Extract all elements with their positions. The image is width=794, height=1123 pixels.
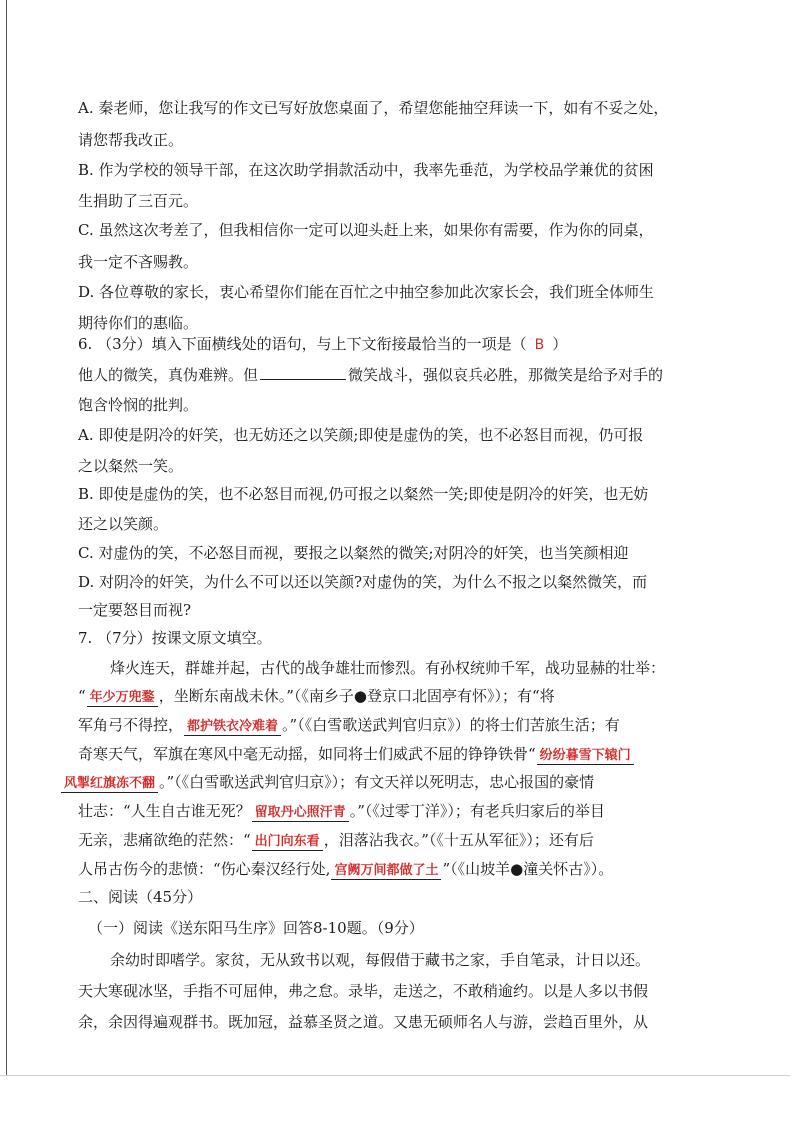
q7-answer-2: 都护铁衣冷难着 [184,719,281,736]
q6-option-b-line2: 还之以笑颜。 [78,515,169,533]
q7-answer-3b: 风掣红旗冻不翻 [61,776,158,793]
passage-line1: 余幼时即嗜学。家贫，无从致书以观，每假借于藏书之家，手自笔录，计日以还。 [110,951,651,969]
q7-line4 [78,744,635,765]
q7-answer-6: 宫阙万间都做了土 [331,863,441,880]
q7-line7 [78,830,594,851]
q7-answer-3a: 纷纷暮雪下辕门 [537,748,634,765]
q7-line7-rest: ，泪落沾我衣。”（《十五从军征》）；还有后 [323,831,594,849]
q6-text-line2: 饱含怜悯的批判。 [78,396,199,414]
q6-stem [78,334,567,355]
q6-option-d-line2: 一定要怒目而视? [78,601,192,619]
q5-option-b-line2: 生捐助了三百元。 [78,192,199,210]
q7-line1: 烽火连天，群雄并起，古代的战争雄壮而惨烈。有孙权统帅千军，战功显赫的壮举： [110,659,666,677]
passage-line2: 天大寒砚冰坚，手指不可屈伸，弗之怠。录毕，走送之，不敢稍逾约。以是人多以书假 [78,982,649,1000]
q7-line6-rest: 。”（《过零丁洋》）；有老兵归家后的举目 [349,802,605,820]
page-bottom-border [0,1075,790,1076]
q7-line8 [78,859,613,880]
q5-option-a-line1: A. 秦老师，您让我写的作文已写好放您桌面了，希望您能抽空拜读一下，如有不妥之处， [78,99,669,117]
q6-option-a-line1: A. 即使是阴冷的奸笑，也无妨还之以笑颜;即使是虚伪的笑，也不必怒目而视，仍可报 [78,426,644,444]
q7-line3-start: 军角弓不得控， [78,716,184,734]
q7-line8-rest: ”（《山坡羊●潼关怀古》）。 [442,860,614,878]
q7-line8-start: 人吊古伤今的悲愤：“伤心秦汉经行处, [78,860,331,878]
q5-option-d-line2: 期待你们的惠临。 [78,314,199,332]
q7-answer-5: 出门向东看 [252,834,323,851]
q7-line3-rest: 。”（《白雪歌送武判官归京》）的将士们苦旅生活；有 [282,716,620,734]
q6-option-d-line1: D. 对阴冷的奸笑，为什么不可以还以笑颜?对虚伪的笑，为什么不报之以粲然微笑，而 [78,573,648,591]
q7-line4-start: 奇寒天气，军旗在寒风中毫无动摇，如同将士们威武不屈的铮铮铁骨“ [78,745,536,763]
q7-line5-rest: 。”（《白雪歌送武判官归京》）；有文天祥以死明志，忠心报国的豪情 [159,773,595,791]
q7-line2 [78,686,555,707]
q7-line2-open: “ [78,687,86,705]
q5-option-c-line1: C. 虽然这次考差了，但我相信你一定可以迎头赶上来，如果你有需要，作为你的同桌， [78,221,654,239]
q6-text-1a: 他人的微笑，真伪难辨。但 [78,366,259,384]
q7-line6-start: 壮志：“人生自古谁无死？ [78,802,251,820]
q7-stem: 7. （7分）按课文原文填空。 [78,629,272,647]
q6-text-line1 [78,365,663,385]
q6-fill-blank [260,365,346,380]
q5-option-d-line1: D. 各位尊敬的家长，衷心希望你们能在百忙之中抽空参加此次家长会，我们班全体师生 [78,283,655,301]
q7-answer-4: 留取丹心照汗青 [252,805,349,822]
passage-line3: 余，余因得遍观群书。既加冠，益慕圣贤之道。又患无硕师名人与游，尝趋百里外，从 [78,1013,649,1031]
q6-option-c-line1: C. 对虚伪的笑，不必怒目而视，要报之以粲然的微笑;对阴冷的奸笑，也当笑颜相迎 [78,544,629,562]
q6-option-a-line2: 之以粲然一笑。 [78,457,184,475]
q7-line3 [78,715,620,736]
q7-line6 [78,801,605,822]
section-reading-title: 二、阅读（45分） [78,888,203,906]
section-reading-subtitle: （一）阅读《送东阳马生序》回答8-10题。（9分） [88,919,424,937]
q7-line2-rest: ，坐断东南战未休。”（《南乡子●登京口北固亭有怀》）；有“将 [158,687,555,705]
q7-line7-start: 无亲，悲痛欲绝的茫然：“ [78,831,251,849]
q6-answer: B [534,337,545,353]
q5-option-a-line2: 请您帮我改正。 [78,131,184,149]
q6-option-b-line1: B. 即使是虚伪的笑，也不必怒目而视,仍可报之以粲然一笑;即使是阴冷的奸笑，也无妨 [78,485,649,503]
q5-option-c-line2: 我一定不吝赐教。 [78,253,199,271]
q7-answer-1: 年少万兜鍪 [87,690,158,707]
q6-stem-close: ） [552,335,568,353]
q7-line5 [60,772,594,793]
q6-stem-text: 6. （3分）填入下面横线处的语句，与上下文衔接最恰当的一项是（ [78,335,527,353]
q5-option-b-line1: B. 作为学校的领导干部，在这次助学捐款活动中，我率先垂范，为学校品学兼优的贫困 [78,161,654,179]
q6-text-1b: 微笑战斗，强似哀兵必胜，那微笑是给予对手的 [348,366,664,384]
